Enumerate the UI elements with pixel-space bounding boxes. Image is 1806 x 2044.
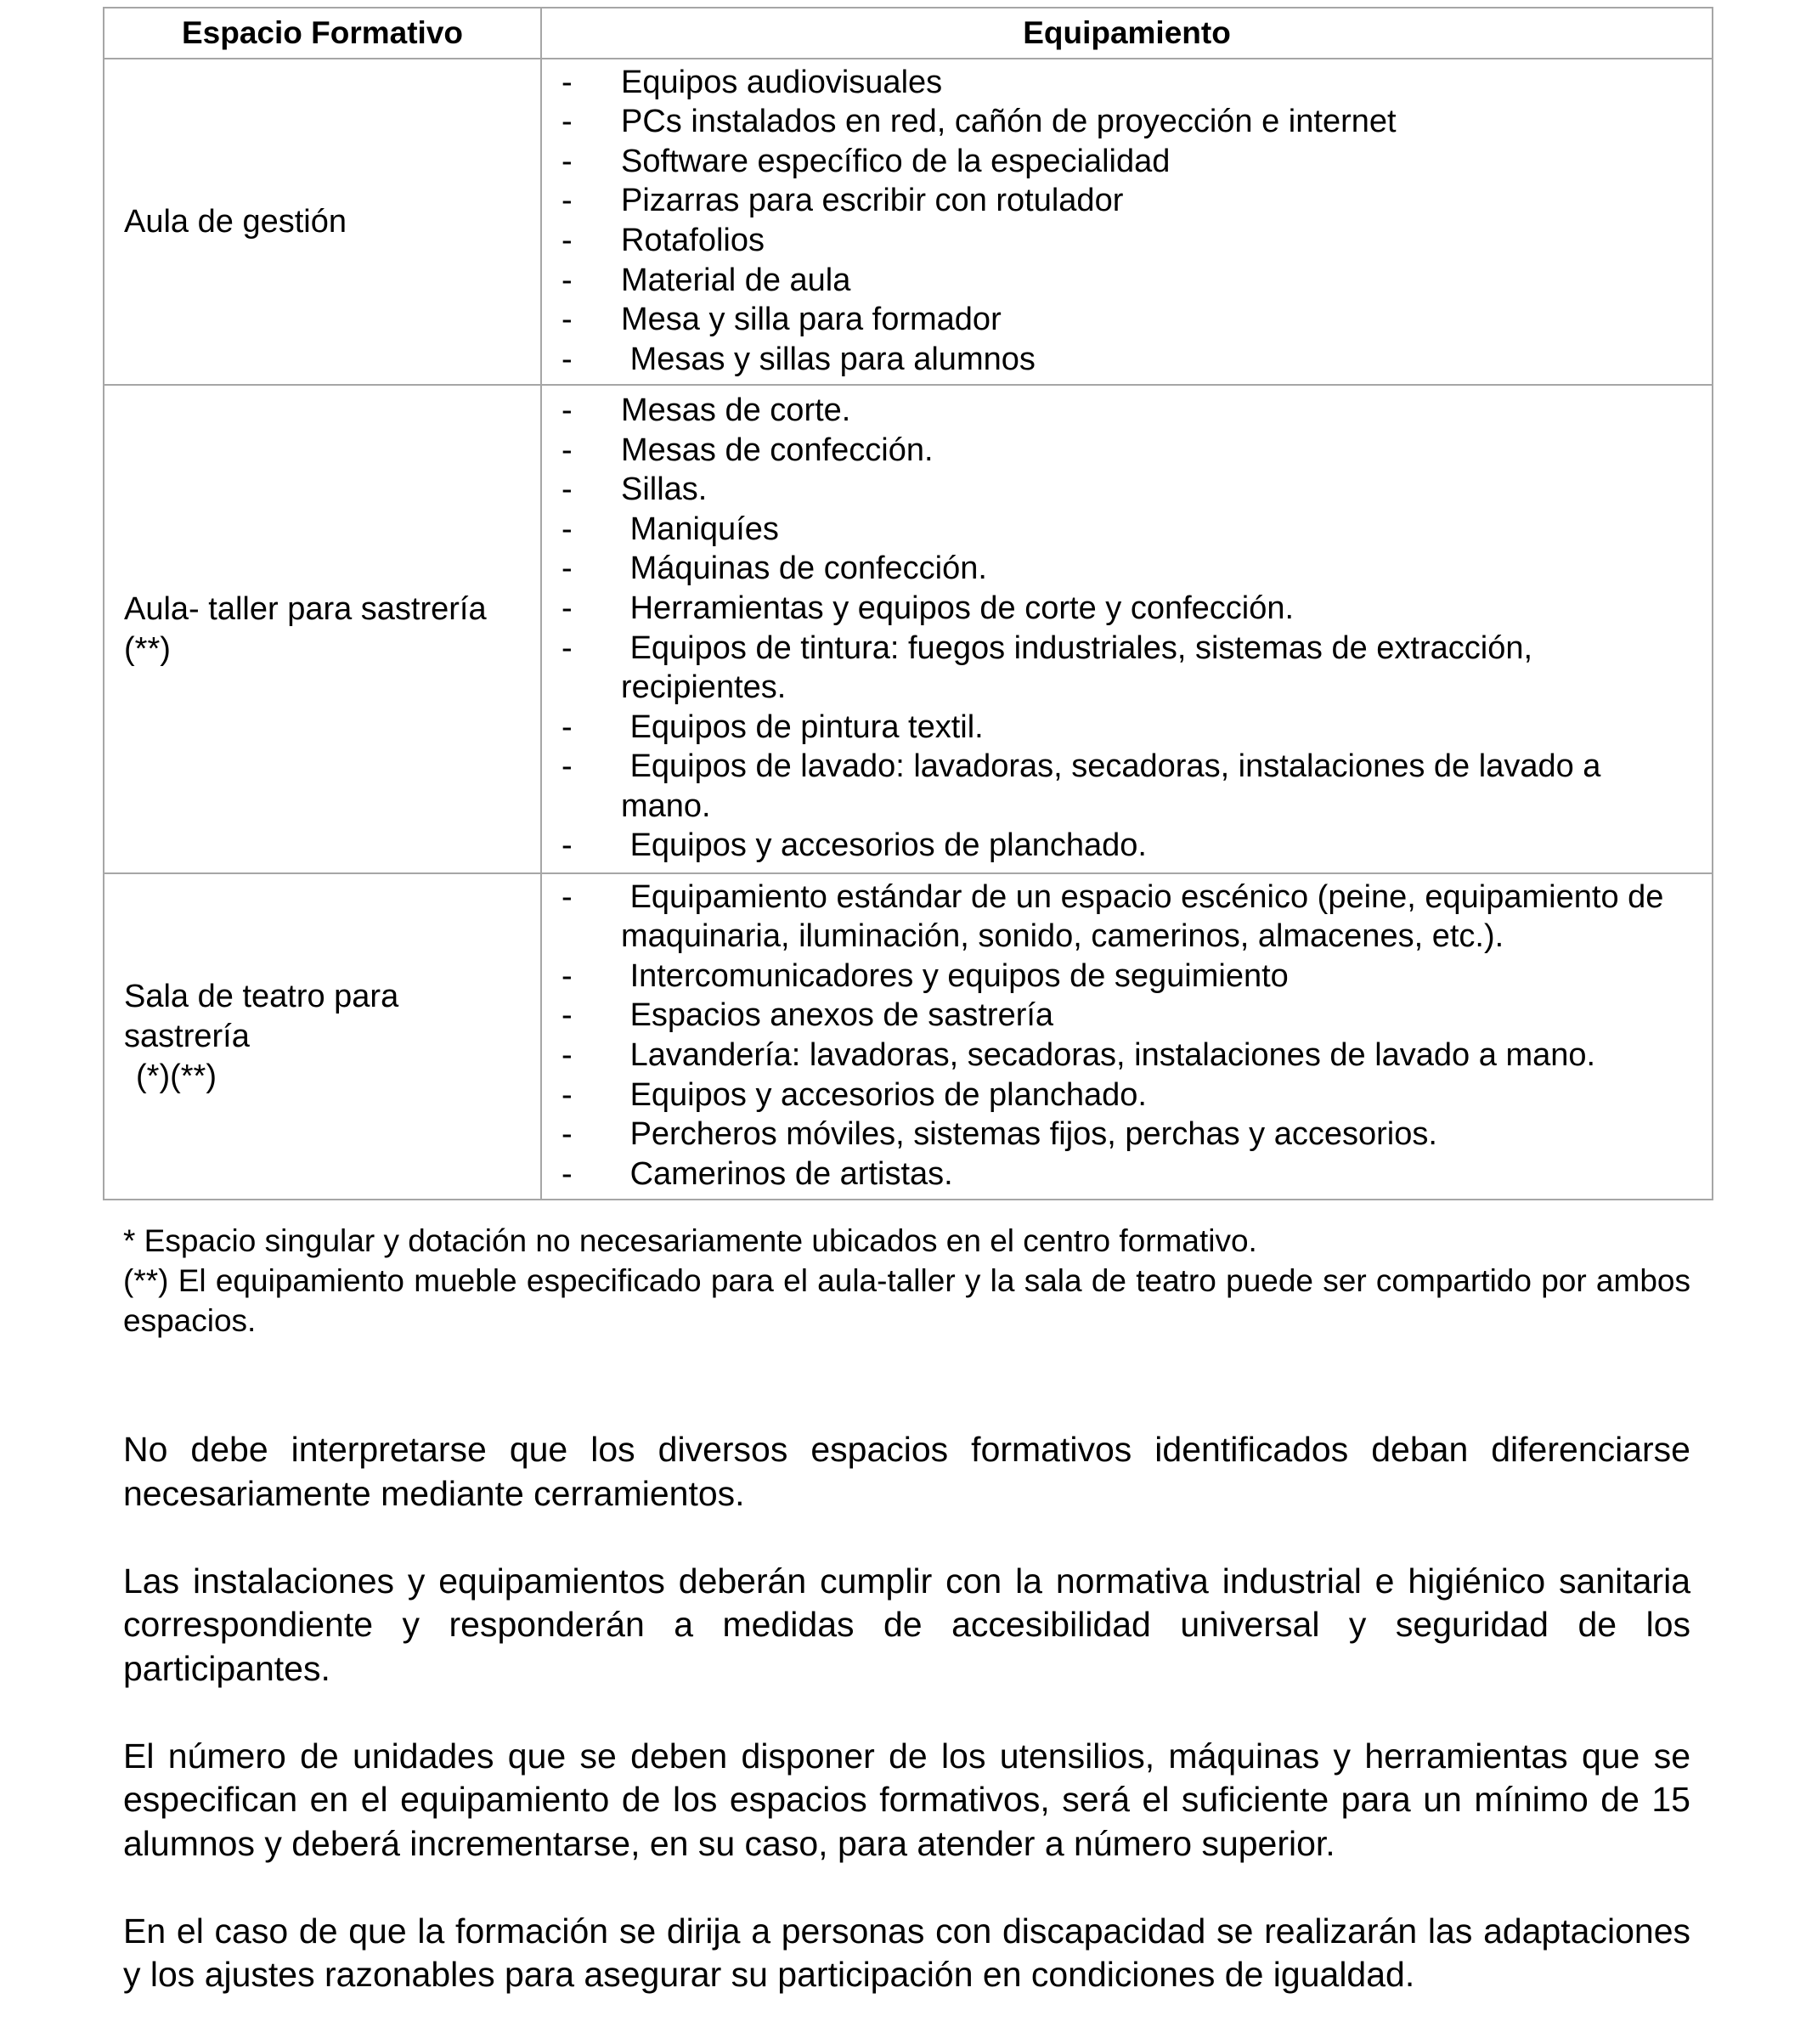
equipment-item [542,747,1696,826]
equipment-item-text: Mesas de confección. [621,432,934,468]
equipment-list [542,878,1696,1194]
bullet-dash: - [562,997,573,1034]
paragraph: Las instalaciones y equipamientos deberán cumplir con la normativa industrial e higiénico sanitaria correspondiente y responderán a medidas de accesibilidad universal y seguridad de los participantes. [123,1561,1690,1688]
bullet-dash: - [562,551,573,587]
table-row [104,385,1713,873]
equipment-item [542,1036,1696,1076]
bullet-dash: - [562,630,573,666]
equipment-item-text: Equipamiento estándar de un espacio escénico (peine, equipamiento de maquinaria, iluminación, sonido, camerinos, almacenes, etc.). [621,878,1673,955]
equipment-item [542,510,1696,550]
equipment-item [542,470,1696,510]
equipment-item-text: Mesas y sillas para alumnos [621,341,1036,377]
bullet-dash: - [562,104,573,140]
equipment-item [542,826,1696,866]
space-cell-sala-teatro [104,873,541,1200]
bullet-dash: - [562,1116,573,1153]
equipment-item [542,957,1696,997]
equipment-item-text: Percheros móviles, sistemas fijos, perchas y accesorios. [621,1116,1437,1153]
space-footnote-marks: (*)(**) [136,1058,217,1094]
bullet-dash: - [562,827,573,864]
equipment-item-text: Maniquíes [621,511,779,547]
equipment-item-text: Equipos de tintura: fuegos industriales, sistemas de extracción, recipientes. [621,630,1542,706]
bullet-dash: - [562,1076,573,1113]
equipment-item [542,300,1696,340]
equipment-item [542,221,1696,261]
equipment-item-text: Máquinas de confección. [621,551,987,587]
bullet-dash: - [562,590,573,626]
table-row [104,59,1713,385]
equipment-item-text: Mesas de corte. [621,392,851,428]
equipment-item-text: Software específico de la especialidad [621,143,1171,179]
equipment-item [542,878,1696,957]
equipment-cell [541,59,1713,385]
bullet-dash: - [562,302,573,338]
space-cell-aula-gestion: Aula de gestión [104,59,541,385]
footnote-double: (**) El equipamiento mueble especificado para el aula-taller y la sala de teatro puede ser compartido por ambos espacios. [123,1263,1690,1338]
equipment-cell [541,385,1713,873]
equipment-item [542,431,1696,471]
bullet-dash: - [562,341,573,377]
paragraph: No debe interpretarse que los diversos espacios formativos identificados deban diferenciarse necesariamente mediante cerramientos. [123,1430,1690,1513]
space-cell-aula-taller: Aula- taller para sastrería (**) [104,385,541,873]
equipment-item-text: Pizarras para escribir con rotulador [621,183,1124,219]
bullet-dash: - [562,957,573,994]
equipment-item [542,391,1696,431]
equipment-item [542,63,1696,103]
bullet-dash: - [562,392,573,428]
bullet-dash: - [562,64,573,100]
equipment-item [542,629,1696,708]
equipment-item [542,1155,1696,1194]
equipment-item [542,181,1696,221]
header-equipment: Equipamiento [541,8,1713,59]
equipment-item [542,996,1696,1036]
equipment-item-text: Herramientas y equipos de corte y confección. [621,590,1295,626]
footnotes [123,1221,1690,1341]
equipment-item-text: Equipos de lavado: lavadoras, secadoras, instalaciones de lavado a mano. [621,748,1610,824]
equipment-item [542,340,1696,380]
bullet-dash: - [562,143,573,179]
equipment-cell [541,873,1713,1200]
bullet-dash: - [562,748,573,785]
equipment-item [542,1076,1696,1115]
bullet-dash: - [562,709,573,745]
equipment-item-text: Equipos y accesorios de planchado. [621,827,1147,864]
equipment-list [542,391,1696,866]
paragraph: El número de unidades que se deben disponer de los utensilios, máquinas y herramientas que se especifican en el equipamiento de los espacios formativos, será el suficiente para un mínimo de 15 alumnos y deberá incrementarse, en su caso, para atender a número superior. [123,1736,1690,1863]
body-text [123,1428,1690,2041]
bullet-dash: - [562,262,573,298]
equipment-item-text: Equipos de pintura textil. [621,709,984,745]
bullet-dash: - [562,471,573,508]
equipment-item-text: PCs instalados en red, cañón de proyección e internet [621,104,1397,140]
equipment-item [542,549,1696,589]
space-label: Sala de teatro para sastrería [124,978,399,1054]
equipment-item [542,708,1696,748]
equipment-item-text: Equipos y accesorios de planchado. [621,1076,1147,1113]
equipment-table [103,7,1713,1200]
equipment-item-text: Camerinos de artistas. [621,1155,953,1192]
bullet-dash: - [562,223,573,258]
table-row [104,873,1713,1200]
equipment-item [542,102,1696,142]
equipment-item-text: Material de aula [621,262,851,298]
equipment-item-text: Equipos audiovisuales [621,64,943,100]
bullet-dash: - [562,511,573,547]
equipment-item-text: Espacios anexos de sastrería [621,997,1054,1034]
equipment-list [542,63,1696,380]
bullet-dash: - [562,878,573,915]
bullet-dash: - [562,1155,573,1192]
equipment-item-text: Rotafolios [621,223,765,258]
bullet-dash: - [562,1037,573,1073]
equipment-item-text: Intercomunicadores y equipos de seguimiento [621,957,1289,994]
footnote-single: * Espacio singular y dotación no necesariamente ubicados en el centro formativo. [123,1223,1257,1258]
equipment-item [542,142,1696,182]
bullet-dash: - [562,432,573,468]
equipment-item-text: Mesa y silla para formador [621,302,1002,338]
table-header-row [104,8,1713,59]
equipment-item-text: Lavandería: lavadoras, secadoras, instalaciones de lavado a mano. [621,1037,1596,1073]
header-space: Espacio Formativo [104,8,541,59]
equipment-item [542,261,1696,301]
paragraph: En el caso de que la formación se dirija a personas con discapacidad se realizarán las adaptaciones y los ajustes razonables para asegurar su participación en condiciones de igualdad. [123,1911,1690,1994]
bullet-dash: - [562,183,573,219]
equipment-item-text: Sillas. [621,471,708,508]
equipment-item [542,1115,1696,1155]
equipment-item [542,589,1696,629]
